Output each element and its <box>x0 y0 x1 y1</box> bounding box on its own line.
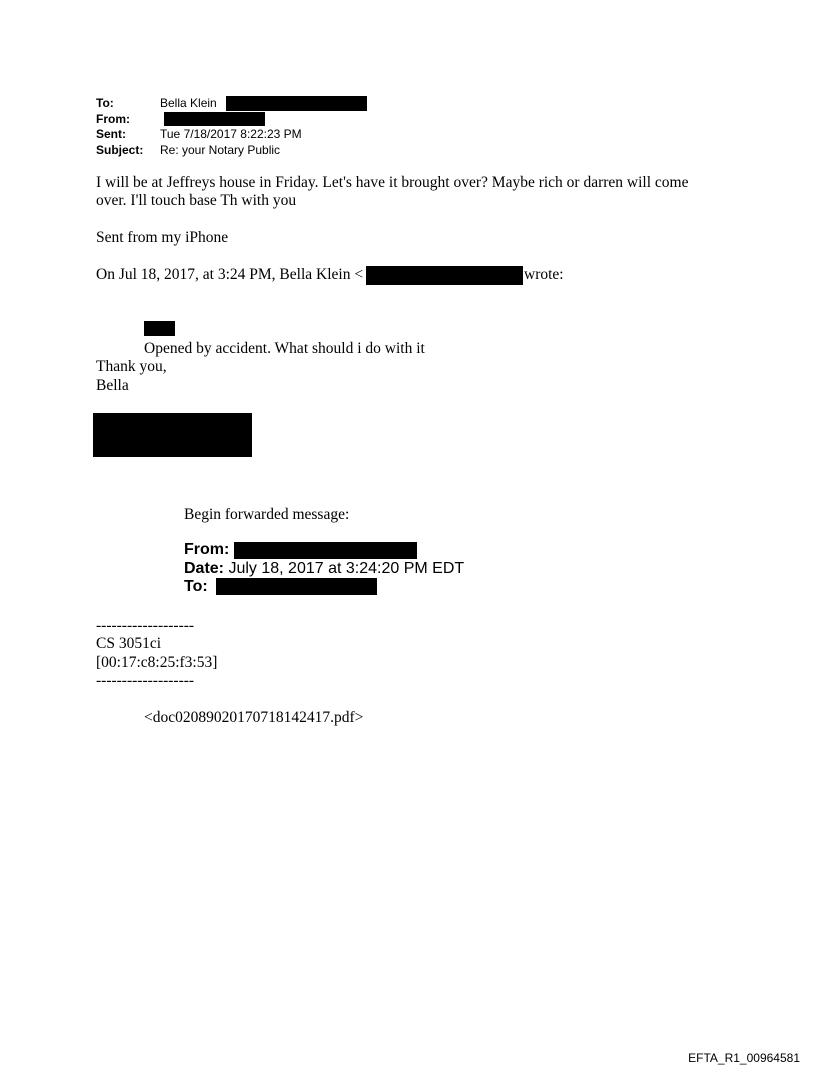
device-mac: [00:17:c8:25:f3:53] <box>96 654 218 671</box>
dashes-top: ------------------- <box>96 617 195 634</box>
body-line-2: over. I'll touch base Th with you <box>96 192 297 209</box>
signature: Sent from my iPhone <box>96 229 229 246</box>
redaction-block <box>216 578 377 595</box>
quote-intro-end: wrote: <box>524 266 564 283</box>
quoted-line-2: Thank you, <box>96 358 167 375</box>
attachment-filename[interactable]: <doc02089020170718142417.pdf> <box>144 709 364 726</box>
forwarded-date-label: Date: <box>184 560 225 577</box>
quoted-line-1: Opened by accident. What should i do with it <box>144 340 425 357</box>
redaction-block <box>164 112 265 126</box>
body-line-1: I will be at Jeffreys house in Friday. Let's have it brought over? Maybe rich or darren will come <box>96 174 689 191</box>
device-model: CS 3051ci <box>96 635 162 652</box>
document-id: EFTA_R1_00964581 <box>688 1051 800 1065</box>
sent-label: Sent: <box>96 127 126 141</box>
redaction-block <box>366 266 523 285</box>
subject-label: Subject: <box>96 143 144 157</box>
quoted-line-3: Bella <box>96 377 129 394</box>
quote-intro-start: On Jul 18, 2017, at 3:24 PM, Bella Klein < <box>96 266 364 283</box>
sent-value: Tue 7/18/2017 8:22:23 PM <box>160 127 302 141</box>
redaction-block <box>234 542 417 559</box>
to-value: Bella Klein <box>160 96 217 110</box>
redaction-block <box>144 321 175 336</box>
forwarded-intro: Begin forwarded message: <box>184 506 350 523</box>
forwarded-to-label: To: <box>184 578 208 595</box>
redaction-block <box>226 96 367 111</box>
subject-value: Re: your Notary Public <box>160 143 281 157</box>
forwarded-date-value: July 18, 2017 at 3:24:20 PM EDT <box>228 560 465 577</box>
redaction-block <box>93 413 252 457</box>
forwarded-date-row <box>184 560 464 578</box>
dashes-bottom: ------------------- <box>96 672 195 689</box>
forwarded-from-label: From: <box>184 541 230 558</box>
to-label: To: <box>96 96 114 110</box>
from-label: From: <box>96 112 130 126</box>
